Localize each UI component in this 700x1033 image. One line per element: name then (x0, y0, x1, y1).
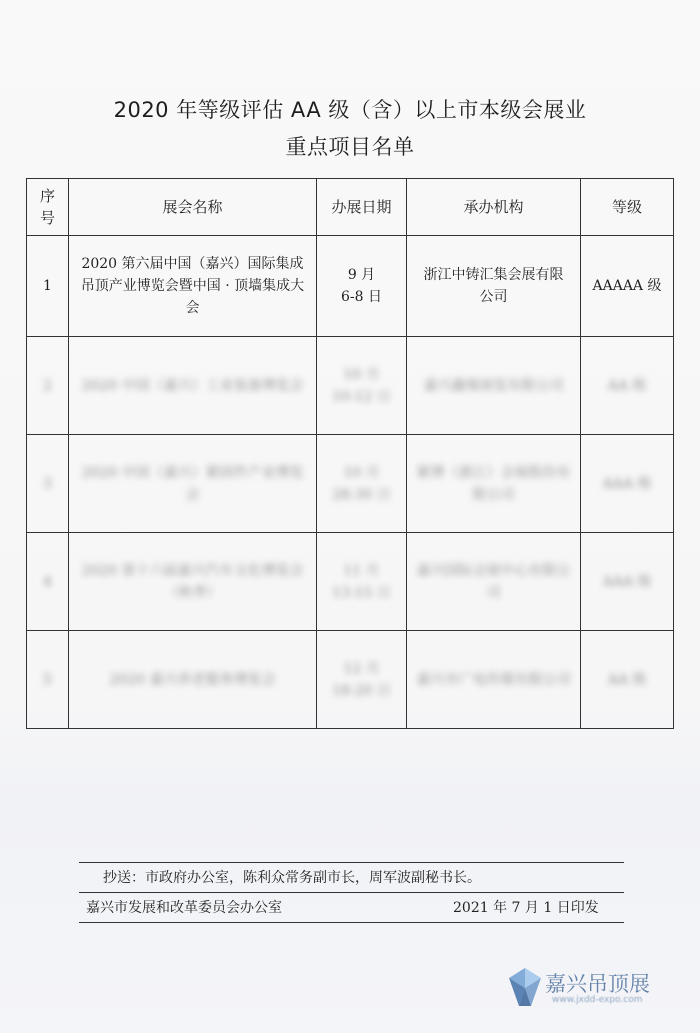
issue-date: 2021 年 7 月 1 日印发 (453, 900, 599, 916)
cc-line: 抄送：市政府办公室，陈利众常务副市长，周军波副秘书长。 (103, 870, 481, 886)
row-organizer: 紧博（浙江）会展股份有限公司 (407, 435, 581, 533)
row-index: 5 (27, 631, 69, 729)
issuing-office: 嘉兴市发展和改革委员会办公室 (86, 900, 282, 916)
row-date: 12 月 18-20 日 (317, 631, 407, 729)
row-organizer: 嘉兴鑫缘展览有限公司 (407, 337, 581, 435)
header-grade: 等级 (581, 179, 674, 236)
header-organizer: 承办机构 (407, 179, 581, 236)
row-date: 11 月 13-15 日 (317, 533, 407, 631)
row-grade: AAAAA 级 (581, 236, 674, 337)
watermark-logo-icon (505, 966, 545, 1010)
row-index: 4 (27, 533, 69, 631)
header-index: 序号 (27, 179, 69, 236)
row-date (317, 236, 407, 337)
document-title-line-1: 2020 年等级评估 AA 级（含）以上市本级会展业 (113, 98, 587, 122)
header-name: 展会名称 (69, 179, 317, 236)
row-date: 10 月 10-12 日 (317, 337, 407, 435)
row-grade: AAA 级 (581, 533, 674, 631)
footer-divider-middle (79, 892, 624, 893)
watermark-url: www.jxdd-expo.com (552, 995, 643, 1005)
row-grade: AA 级 (581, 631, 674, 729)
row-organizer: 嘉兴市广电传媒有限公司 (407, 631, 581, 729)
document-title-line-2: 重点项目名单 (285, 135, 415, 159)
footer-divider-top (79, 862, 624, 863)
row-exhibition-name: 2020 第十六届嘉兴汽车文化博览会（秋季） (69, 533, 317, 631)
header-date: 办展日期 (317, 179, 407, 236)
table-row (27, 533, 674, 631)
row-date-month: 9 月 (347, 267, 376, 283)
row-organizer: 浙江中铸汇集会展有限公司 (407, 236, 581, 337)
row-date: 10 月 28-30 日 (317, 435, 407, 533)
row-grade: AA 级 (581, 337, 674, 435)
row-exhibition-name: 2020 嘉兴养老服务博览会 (69, 631, 317, 729)
row-exhibition-name: 2020 中国（嘉兴）紧固件产业博览会 (69, 435, 317, 533)
row-index: 3 (27, 435, 69, 533)
watermark-name: 嘉兴吊顶展 (545, 972, 650, 996)
exhibition-table (26, 178, 674, 729)
row-grade: AAA 级 (581, 435, 674, 533)
row-exhibition-name: 2020 第六届中国（嘉兴）国际集成吊顶产业博览会暨中国 · 顶墙集成大会 (69, 236, 317, 337)
table-row (27, 236, 674, 337)
row-date-days: 6-8 日 (341, 289, 382, 305)
row-index: 2 (27, 337, 69, 435)
table-row (27, 631, 674, 729)
row-index: 1 (27, 236, 69, 337)
table-row (27, 435, 674, 533)
table-row (27, 337, 674, 435)
row-organizer: 嘉兴国际会展中心有限公司 (407, 533, 581, 631)
table-header-row (27, 179, 674, 236)
footer-divider-bottom (79, 922, 624, 923)
row-exhibition-name: 2020 中国（嘉兴）工业装备博览会 (69, 337, 317, 435)
